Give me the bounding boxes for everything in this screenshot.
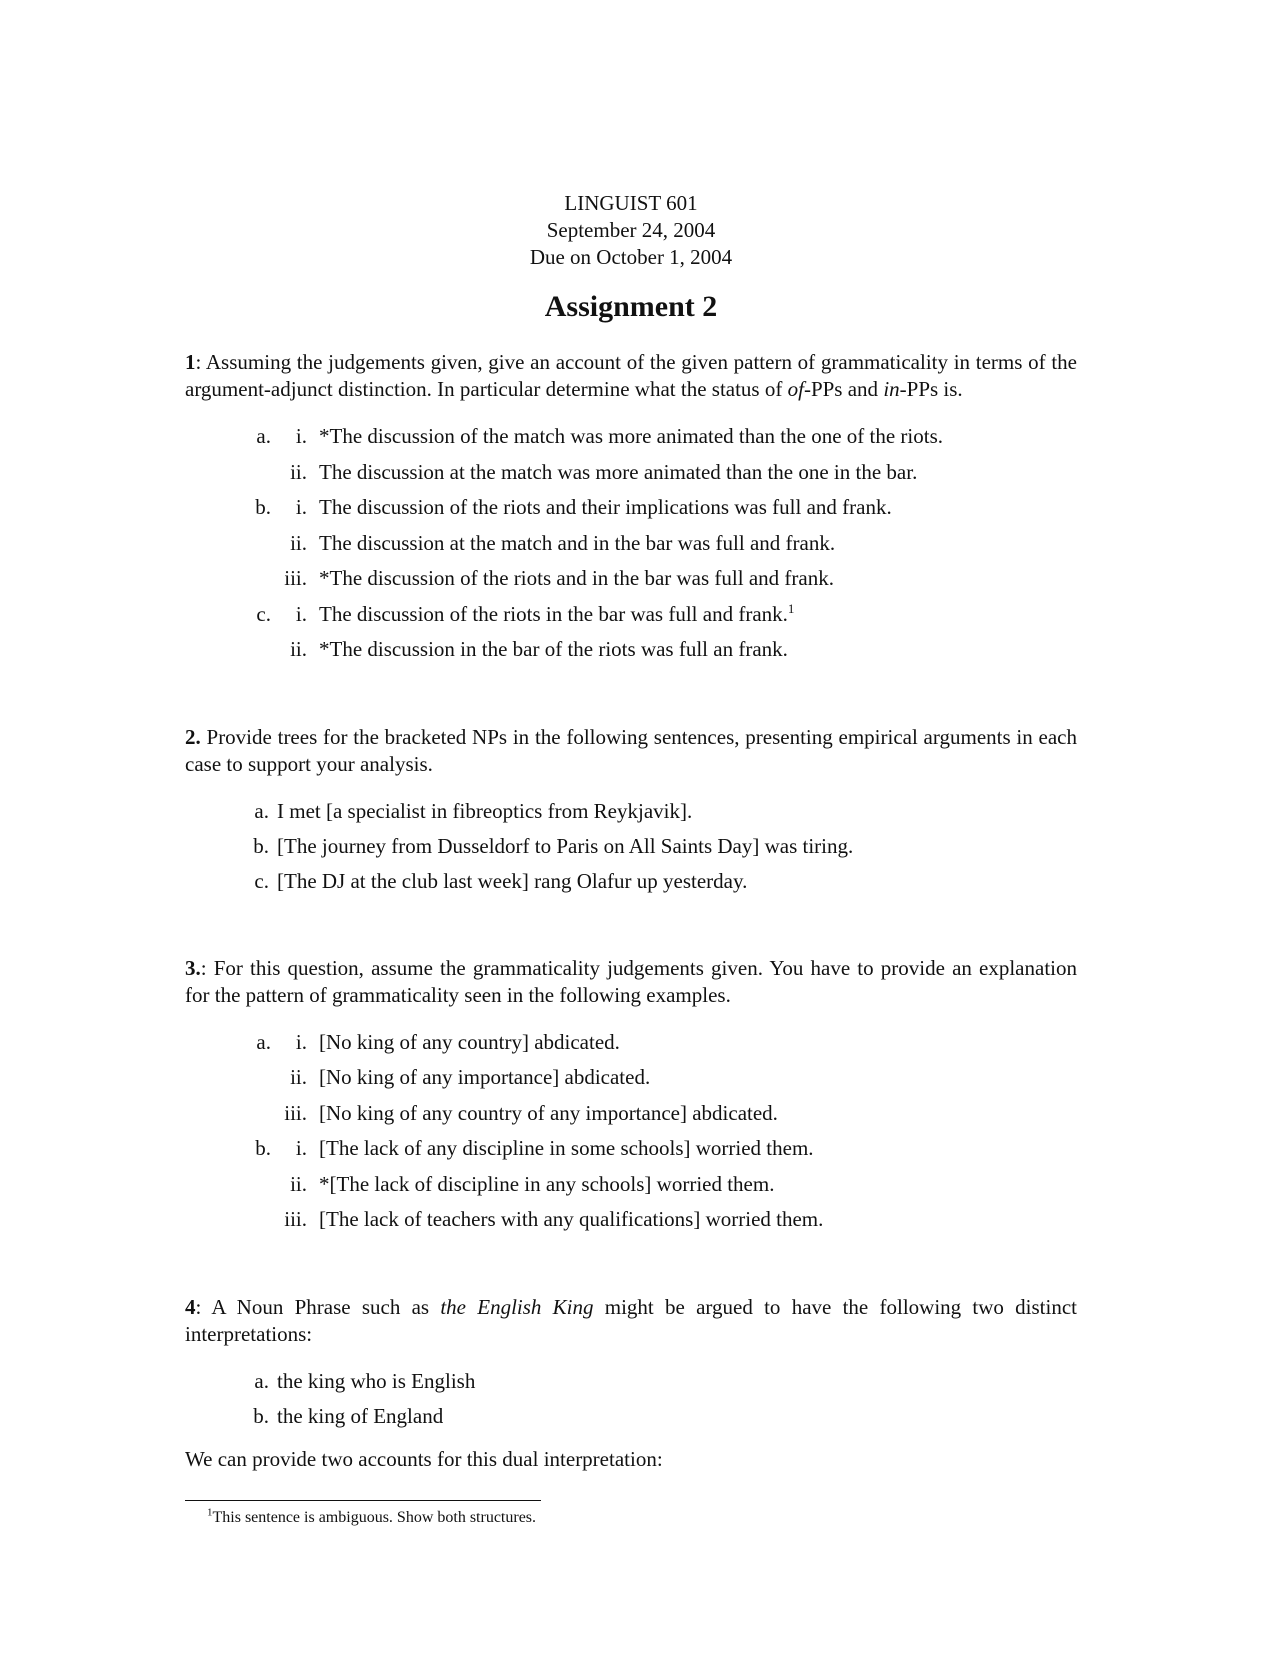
question-3-label: 3.: [185, 955, 201, 980]
question-4-closing: We can provide two accounts for this dual interpretation:: [185, 1446, 663, 1471]
document-page: [185, 190, 1077, 1473]
list-item: ii. [No king of any importance] abdicated.: [290, 1065, 651, 1089]
list-item: iii. [The lack of teachers with any qualifications] worried them.: [284, 1207, 824, 1231]
list-item: c. [The DJ at the club last week] rang Olafur up yesterday.: [254, 868, 748, 893]
list-item: iii. *The discussion of the riots and in the bar was full and frank.: [284, 566, 834, 590]
course-name: LINGUIST 601: [564, 191, 698, 215]
list-item: ii. The discussion at the match was more animated than the one in the bar.: [290, 459, 918, 484]
list-item: iii. [No king of any country of any importance] abdicated.: [284, 1100, 778, 1125]
footnote-divider: [185, 1500, 541, 1501]
question-3-examples: [185, 1029, 1077, 1242]
footnote-mark: 1: [787, 600, 795, 616]
question-4: 4: A Noun Phrase such as the English King might be argued to have the following two distinct interpretations:: [185, 1294, 1077, 1346]
list-item: ii. *The discussion in the bar of the riots was full an frank.: [290, 637, 788, 661]
list-item: b. the king of England: [253, 1403, 444, 1428]
question-1-label: 1: [185, 350, 196, 374]
page-title: Assignment 2: [544, 290, 718, 323]
question-4-examples: [185, 1368, 1077, 1438]
list-item: b. i. [The lack of any discipline in some schools] worried them.: [255, 1136, 814, 1160]
assignment-date: September 24, 2004: [546, 218, 716, 242]
list-item: ii. The discussion at the match and in the bar was full and frank.: [290, 530, 836, 555]
list-item: a. i. [No king of any country] abdicated.: [256, 1029, 620, 1054]
footnote-text: This sentence is ambiguous. Show both structures.: [212, 1509, 537, 1526]
list-item: a. the king who is English: [254, 1368, 476, 1393]
question-1-examples: [185, 423, 1077, 672]
list-item: a. I met [a specialist in fibreoptics from Reykjavik].: [254, 798, 693, 823]
question-3: 3.: For this question, assume the grammaticality judgements given. You have to provide an explanation for the pattern of grammaticality seen in the following examples.: [185, 955, 1077, 1007]
question-2: 2. Provide trees for the bracketed NPs in the following sentences, presenting empirical arguments in each case to support your analysis.: [185, 724, 1077, 776]
list-item: b. i. The discussion of the riots and their implications was full and frank.: [255, 495, 892, 519]
list-item: a. i. *The discussion of the match was more animated than the one of the riots.: [256, 424, 944, 448]
list-item: ii. *[The lack of discipline in any schools] worried them.: [290, 1171, 775, 1196]
question-4-label: 4: [185, 1294, 196, 1319]
question-1: 1: Assuming the judgements given, give an account of the given pattern of grammaticality in terms of the argument-adjunct distinction. In particular determine what the status of of-PPs and in-PPs is.: [185, 350, 1077, 401]
footnote: [207, 1508, 536, 1528]
header: [185, 190, 1077, 271]
footnote-mark: 1: [207, 1506, 213, 1519]
question-2-examples: [185, 798, 1077, 903]
list-item: b. [The journey from Dusseldorf to Paris on All Saints Day] was tiring.: [253, 833, 854, 858]
due-date: Due on October 1, 2004: [529, 245, 733, 269]
list-item: c. i. The discussion of the riots in the bar was full and frank.$^1$: [256, 600, 795, 626]
question-2-label: 2.: [185, 724, 201, 749]
